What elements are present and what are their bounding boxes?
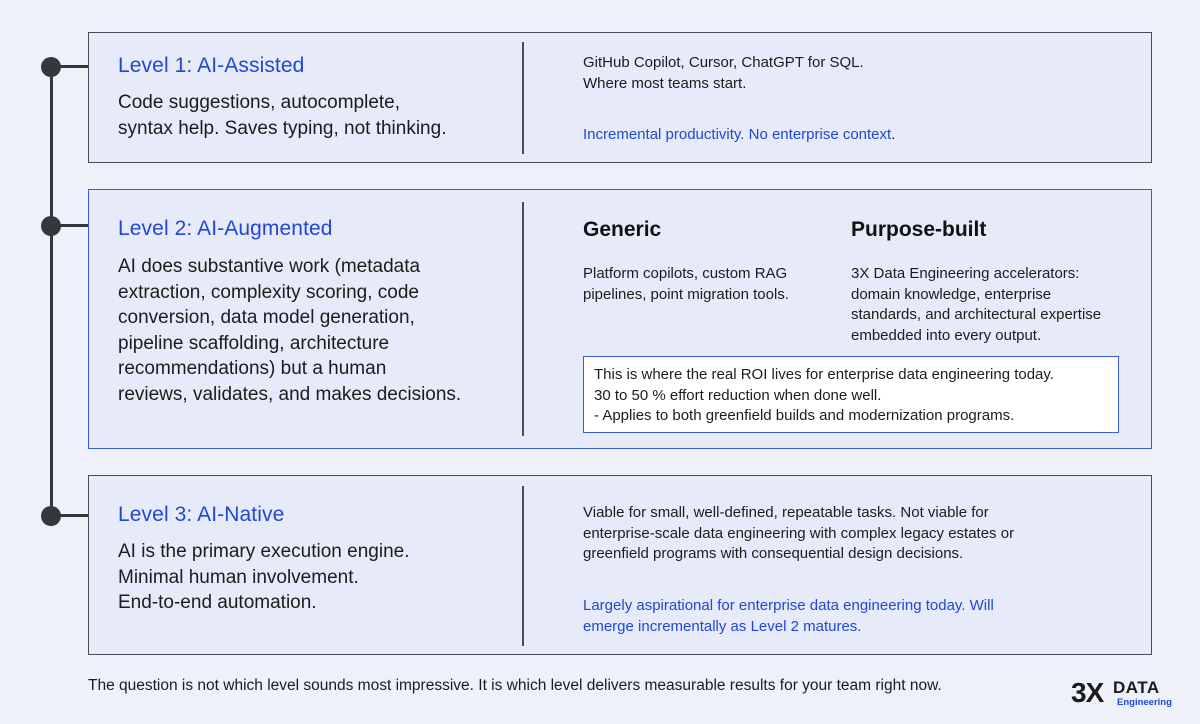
level-3-divider <box>522 486 524 646</box>
generic-heading: Generic <box>583 218 662 241</box>
timeline-line <box>50 66 53 515</box>
logo-mark: 3X <box>1071 677 1104 708</box>
purpose-built-heading: Purpose-built <box>851 218 987 241</box>
level-1-title: Level 1: AI-Assisted <box>118 54 305 77</box>
level-1-divider <box>522 42 524 154</box>
level-1-verdict: Incremental productivity. No enterprise context. <box>583 126 896 143</box>
logo-subtitle: Engineering <box>1117 697 1172 708</box>
level-1-description: Code suggestions, autocomplete, syntax help. Saves typing, not thinking. <box>118 92 447 139</box>
brand-logo <box>1071 678 1171 712</box>
level-3-connector <box>52 514 88 517</box>
level-3-title: Level 3: AI-Native <box>118 503 285 526</box>
level-2-connector <box>52 224 88 227</box>
level-1-examples: GitHub Copilot, Cursor, ChatGPT for SQL. Where most teams start. <box>583 54 864 92</box>
purpose-built-body: 3X Data Engineering accelerators: domain knowledge, enterprise standards, and architectural expertise embedded into every output. <box>851 265 1102 344</box>
generic-body: Platform copilots, custom RAG pipelines, point migration tools. <box>583 265 789 303</box>
level-3-card <box>88 475 1152 655</box>
level-2-title: Level 2: AI-Augmented <box>118 217 333 240</box>
level-1-card <box>88 32 1152 163</box>
level-3-examples: Viable for small, well-defined, repeatable tasks. Not viable for enterprise-scale data engineering with complex legacy estates or greenfield programs with consequential design decisions. <box>583 504 1015 562</box>
logo-word: DATA <box>1113 678 1160 697</box>
level-3-description: AI is the primary execution engine. Minimal human involvement. End-to-end automation. <box>118 541 410 613</box>
level-2-description: AI does substantive work (metadata extraction, complexity scoring, code conversion, data model generation, pipeline scaffolding, architecture recommendations) but a human reviews, validates, and makes decisions. <box>118 256 462 405</box>
level-3-verdict: Largely aspirational for enterprise data engineering today. Will emerge incrementally as Level 2 matures. <box>583 597 994 635</box>
level-1-connector <box>52 65 88 68</box>
footer-note: The question is not which level sounds most impressive. It is which level delivers measurable results for your team right now. <box>88 677 942 694</box>
roi-callout: This is where the real ROI lives for enterprise data engineering today. 30 to 50 % effort reduction when done well. - Applies to both greenfield builds and modernization programs. <box>583 356 1119 433</box>
level-2-card <box>88 189 1152 449</box>
level-2-divider <box>522 202 524 436</box>
